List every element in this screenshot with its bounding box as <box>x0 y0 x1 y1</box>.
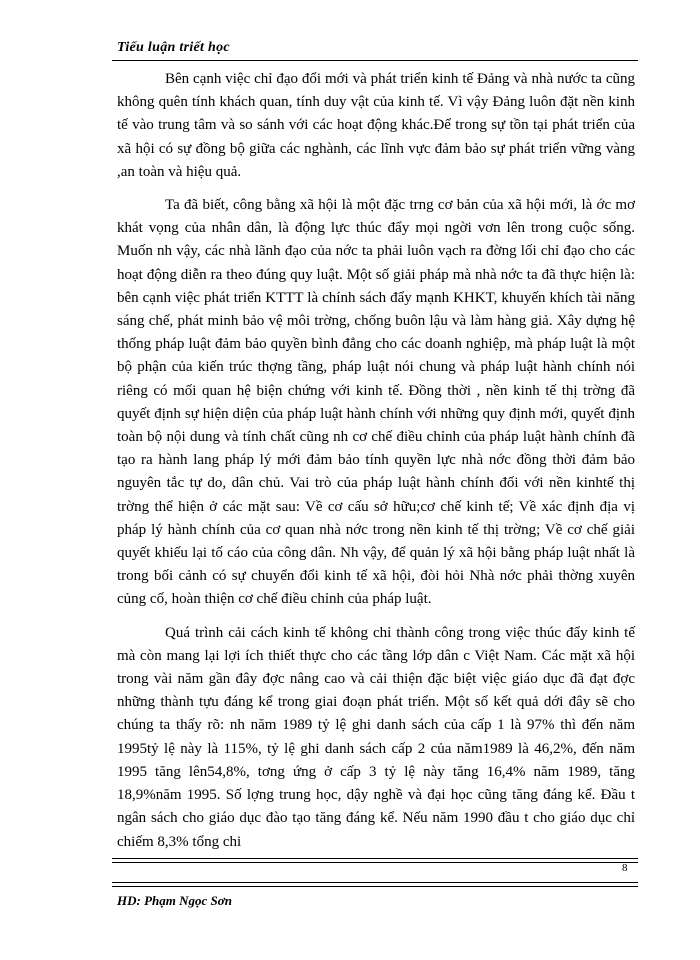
footer-author: HD: Phạm Ngọc Sơn <box>117 893 232 908</box>
page-number: 8 <box>622 862 628 874</box>
paragraph-1: Bên cạnh việc chỉ đạo đổi mới và phát triển kinh tế Đảng và nhà nước ta cũng không quên tính khách quan, tính duy vật của kinh tế. Vì vậy Đảng luôn đặt nền kinh tế vào trung tâm và so sánh với các hoạt động khác.Để trong sự tồn tại phát triển của xã hội có sự đồng bộ giữa các nghành, các lĩnh vực đảm bảo sự phát triển vững vàng ,an toàn và hiệu quả. <box>117 71 635 180</box>
footer-rule-bottom <box>112 882 638 887</box>
header-title: Tiểu luận triết học <box>117 40 230 55</box>
paragraph-2: Ta đã biết, công bằng xã hội là một đặc trng cơ bản của xã hội mới, là ớc mơ khát vọng của nhân dân, là động lực thúc đẩy mọi ngời vơn lên trong cuộc sống. Muốn nh vậy, các nhà lãnh đạo của nớc ta phải luôn vạch ra đờng lối chỉ đạo cho các hoạt động diễn ra theo đúng quy luật. Một số giải pháp mà nhà nớc ta đã thực hiện là: bên cạnh việc phát triển KTTT là chính sách đẩy mạnh KHKT, khuyến khích tài năng sáng chế, phát minh bảo vệ môi trờng, chống buôn lậu và làm hàng giả. Xây dựng hệ thống pháp luật đảm bảo quyền bình đẳng cho các doanh nghiệp, mà pháp luật là một bộ phận của kiến trúc thợng tầng, pháp luật nói chung và pháp luật hành chính nói riêng có mối quan hệ biện chứng với kinh tế. Đồng thời , nền kinh tế thị trờng đã quyết định sự hiện diện của pháp luật hành chính với những quy định mới, quyết định toàn bộ nội dung và tính chất cũng nh cơ chế điều chỉnh của pháp luật hành chính đã tạo ra hành lang pháp lý mới đảm bảo tính quyền lực nhà nớc đồng thời đảm bảo nguyên tắc tự do, dân chủ. Vai trò của pháp luật hành chính đối với nền kinhtế thị trờng thể hiện ở các mặt sau: Về cơ cấu sở hữu;cơ chế kinh tế; Về xác định địa vị pháp lý hành chính của cơ quan nhà nớc trong nền kinh tế thị trờng; Về cơ chế giải quyết khiếu lại tố cáo của công dân. Nh vậy, để quản lý xã hội bằng pháp luật nhất là trong bối cảnh có sự chuyển đổi kinh tế xã hội, đòi hỏi Nhà nớc phải thờng xuyên củng cố, hoàn thiện cơ chế điều chỉnh của pháp luật. <box>117 197 635 608</box>
paragraph-3: Quá trình cải cách kinh tế không chỉ thành công trong việc thúc đẩy kinh tế mà còn mang lại lợi ích thiết thực cho các tầng lớp dân c Việt Nam. Các mặt xã hội trong vài năm gần đây đợc nâng cao và cải thiện đặc biệt việc giáo dục đã đạt đợc những thành tựu đáng kể trong giai đoạn phát triển. Một số kết quả dới đây sẽ cho chúng ta thấy rõ: nh năm 1989 tỷ lệ ghi danh sách của cấp 1 là 97% thì đến năm 1995tỷ lệ này là 115%, tỷ lệ ghi danh sách cấp 2 của năm1989 là 46,2%, đến năm 1995 tăng lên54,8%, tơng ứng ở cấp 3 tỷ lệ này tăng 16,4% năm 1989, tăng 18,9%năm 1995. Số lợng trung học, dậy nghề và đại học cũng tăng đáng kể. Đầu t ngân sách cho giáo dục đào tạo tăng đáng kể. Nếu năm 1990 đầu t cho giáo dục chỉ chiếm 8,3% tổng chi <box>117 624 635 850</box>
header-rule <box>112 60 638 61</box>
footer-rule-top <box>112 858 638 863</box>
document-body <box>117 68 635 864</box>
